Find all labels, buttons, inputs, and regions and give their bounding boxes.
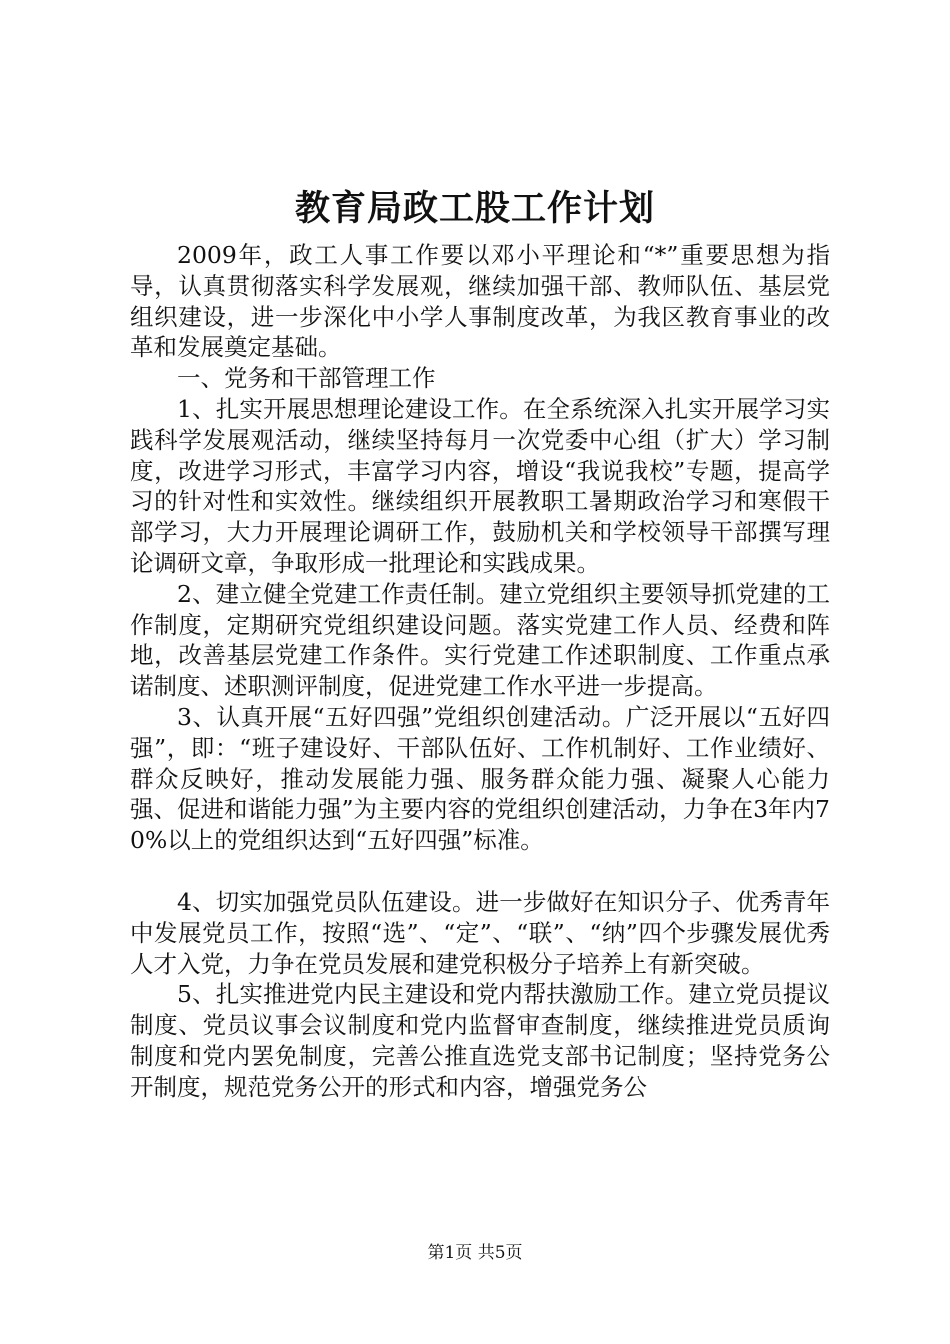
item-3-paragraph: 3、认真开展“五好四强”党组织创建活动。广泛开展以“五好四强”，即：“班子建设好、干部队伍好、工作机制好、工作业绩好、群众反映好，推动发展能力强、服务群众能力强、凝聚人心能力强、促进和谐能力强”为主要内容的党组织创建活动，力争在3年内70%以上的党组织达到“五好四强”标准。 — [130, 702, 830, 855]
item-4-paragraph: 4、切实加强党员队伍建设。进一步做好在知识分子、优秀青年中发展党员工作，按照“选”、“定”、“联”、“纳”四个步骤发展优秀人才入党，力争在党员发展和建党积极分子培养上有新突破。 — [130, 887, 830, 978]
document-title: 教育局政工股工作计划 — [294, 188, 655, 229]
page-number-footer: 第1页 共5页 — [427, 1243, 523, 1263]
item-5-paragraph: 5、扎实推进党内民主建设和党内帮扶激励工作。建立党员提议制度、党员议事会议制度和党内监督审查制度，继续推进党员质询制度和党内罢免制度，完善公推直选党支部书记制度；坚持党务公开制度，规范党务公开的形式和内容，增强党务公 — [130, 980, 830, 1101]
section-heading: 一、党务和干部管理工作 — [177, 364, 436, 393]
item-1-paragraph: 1、扎实开展思想理论建设工作。在全系统深入扎实开展学习实践科学发展观活动，继续坚持每月一次党委中心组（扩大）学习制度，改进学习形式，丰富学习内容，增设“我说我校”专题，提高学习的针对性和实效性。继续组织开展教职工暑期政治学习和寒假干部学习，大力开展理论调研工作，鼓励机关和学校领导干部撰写理论调研文章，争取形成一批理论和实践成果。 — [130, 394, 830, 577]
intro-paragraph: 2009年，政工人事工作要以邓小平理论和“*”重要思想为指导，认真贯彻落实科学发展观，继续加强干部、教师队伍、基层党组织建设，进一步深化中小学人事制度改革，为我区教育事业的改革和发展奠定基础。 — [130, 241, 830, 362]
item-2-paragraph: 2、建立健全党建工作责任制。建立党组织主要领导抓党建的工作制度，定期研究党组织建设问题。落实党建工作人员、经费和阵地，改善基层党建工作条件。实行党建工作述职制度、工作重点承诺制度、述职测评制度，促进党建工作水平进一步提高。 — [130, 579, 830, 701]
document-body — [130, 240, 830, 1103]
